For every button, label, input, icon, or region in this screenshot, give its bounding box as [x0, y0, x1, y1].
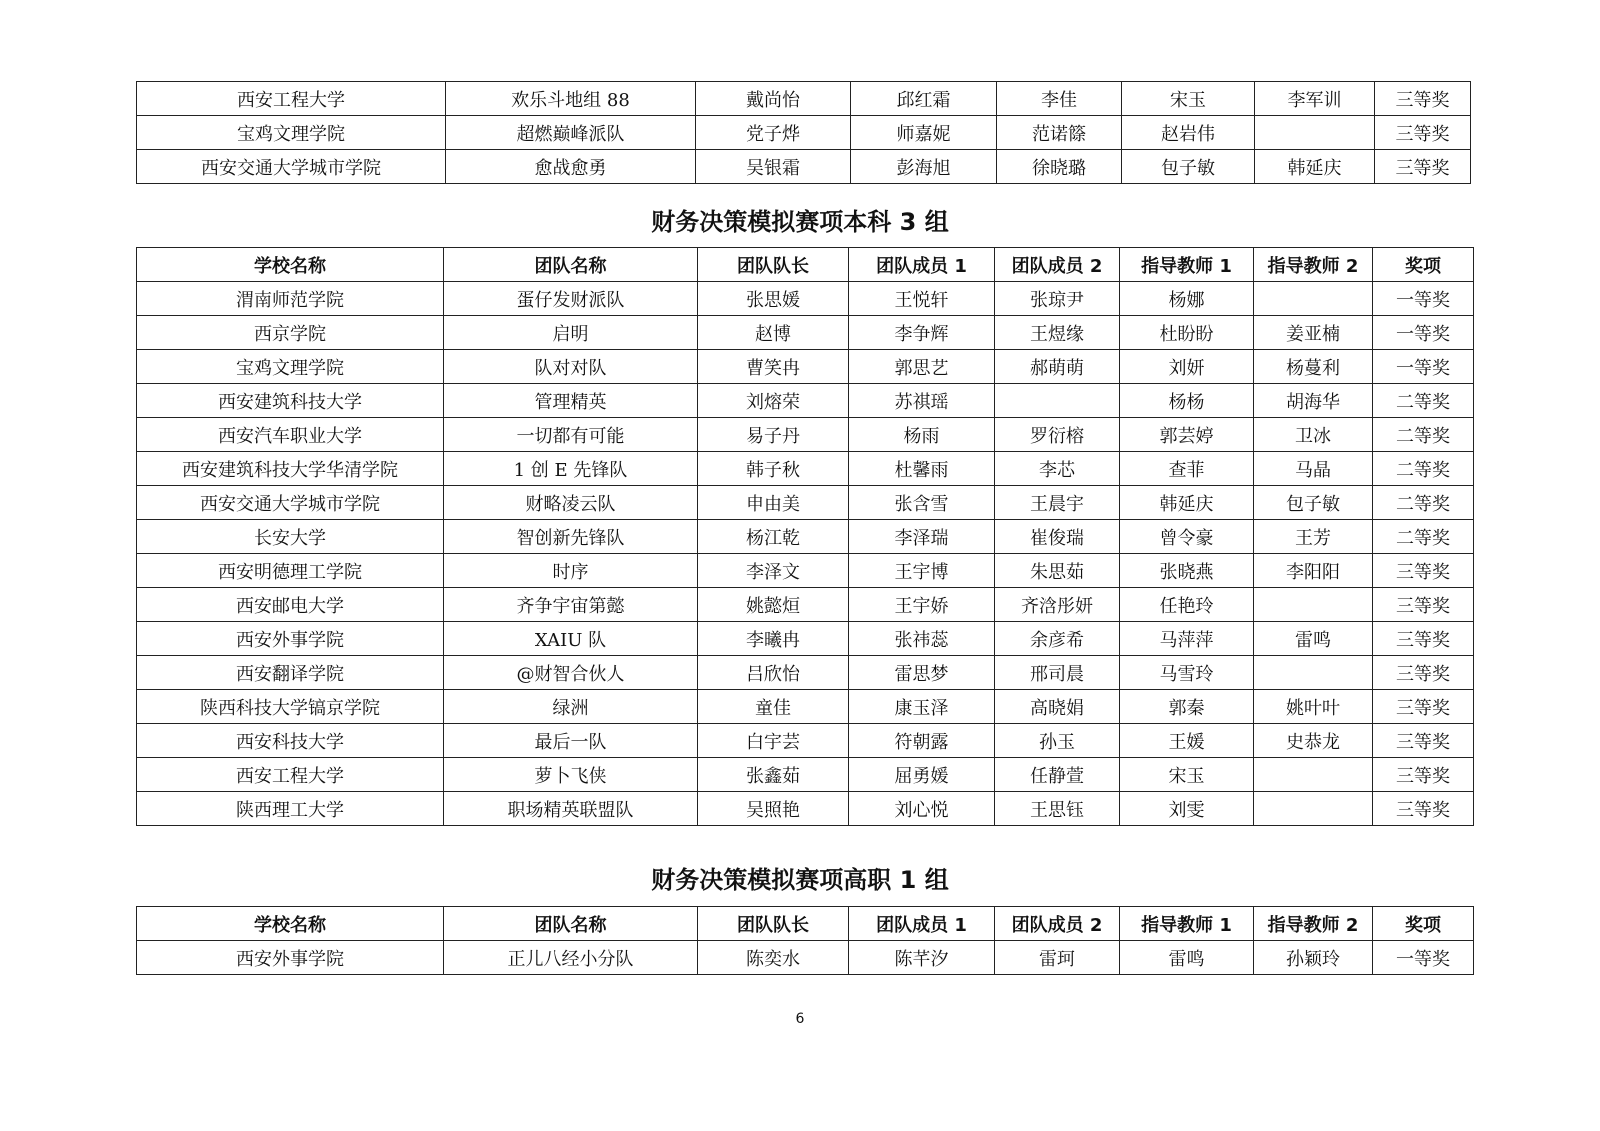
- cell-member-2: 罗衍榕: [995, 418, 1120, 452]
- table-row: [137, 622, 1474, 656]
- cell-award: 三等奖: [1373, 758, 1474, 792]
- cell-team: 绿洲: [444, 690, 698, 724]
- cell-school: 西安建筑科技大学华清学院: [137, 452, 444, 486]
- cell-captain: 姚懿烜: [698, 588, 849, 622]
- cell-captain: 童佳: [698, 690, 849, 724]
- cell-advisor-1: 张晓燕: [1120, 554, 1254, 588]
- cell-team: 智创新先锋队: [444, 520, 698, 554]
- cell-member-1: 符朝露: [849, 724, 995, 758]
- cell-member-2: 王思钰: [995, 792, 1120, 826]
- cell-advisor-2: 包子敏: [1254, 486, 1373, 520]
- cell-member-1: 李泽瑞: [849, 520, 995, 554]
- cell-captain: 曹笑冉: [698, 350, 849, 384]
- cell-captain: 吕欣怡: [698, 656, 849, 690]
- cell-member-1: 苏祺瑶: [849, 384, 995, 418]
- cell-advisor-1: 刘妍: [1120, 350, 1254, 384]
- cell-advisor-2: [1254, 758, 1373, 792]
- cell-member-1: 邱红霜: [851, 82, 997, 116]
- cell-advisor-1: 雷鸣: [1120, 941, 1254, 975]
- cell-school: 宝鸡文理学院: [137, 350, 444, 384]
- cell-captain: 赵博: [698, 316, 849, 350]
- cell-captain: 刘熔荣: [698, 384, 849, 418]
- cell-member-2: 张琼尹: [995, 282, 1120, 316]
- cell-team: 蛋仔发财派队: [444, 282, 698, 316]
- table-row: [137, 486, 1474, 520]
- cell-advisor-2: 姜亚楠: [1254, 316, 1373, 350]
- cell-member-1: 王宇博: [849, 554, 995, 588]
- cell-school: 西安汽车职业大学: [137, 418, 444, 452]
- cell-team: 齐争宇宙第懿: [444, 588, 698, 622]
- table-row: [137, 758, 1474, 792]
- cell-member-2: 王晨宇: [995, 486, 1120, 520]
- cell-advisor-2: [1254, 588, 1373, 622]
- cell-advisor-2: 王芳: [1254, 520, 1373, 554]
- table-row: [137, 116, 1471, 150]
- table-row: [137, 690, 1474, 724]
- cell-member-2: 朱思茹: [995, 554, 1120, 588]
- cell-advisor-2: 雷鸣: [1254, 622, 1373, 656]
- cell-advisor-1: 杨杨: [1120, 384, 1254, 418]
- results-table-continued: [136, 81, 1471, 184]
- cell-member-2: 王煜缘: [995, 316, 1120, 350]
- cell-captain: 吴银霜: [696, 150, 851, 184]
- results-table-vocational-1: [136, 906, 1474, 975]
- cell-captain: 张鑫茹: [698, 758, 849, 792]
- header-advisor-1: 指导教师 1: [1120, 907, 1254, 941]
- header-member-1: 团队成员 1: [849, 248, 995, 282]
- cell-advisor-2: 史恭龙: [1254, 724, 1373, 758]
- cell-advisor-2: 胡海华: [1254, 384, 1373, 418]
- cell-member-1: 康玉泽: [849, 690, 995, 724]
- cell-team: 财略凌云队: [444, 486, 698, 520]
- cell-advisor-2: [1255, 116, 1375, 150]
- cell-advisor-2: 韩延庆: [1255, 150, 1375, 184]
- header-advisor-2: 指导教师 2: [1254, 248, 1373, 282]
- header-member-1: 团队成员 1: [849, 907, 995, 941]
- cell-advisor-1: 杨娜: [1120, 282, 1254, 316]
- cell-school: 西安交通大学城市学院: [137, 486, 444, 520]
- cell-captain: 党子烨: [696, 116, 851, 150]
- cell-school: 西安外事学院: [137, 941, 444, 975]
- header-captain: 团队队长: [698, 907, 849, 941]
- table-row: [137, 82, 1471, 116]
- cell-captain: 吴照艳: [698, 792, 849, 826]
- section-title-undergrad-3: 财务决策模拟赛项本科 3 组: [651, 208, 949, 236]
- table-row: [137, 452, 1474, 486]
- table-row: [137, 520, 1474, 554]
- table-row: [137, 150, 1471, 184]
- cell-advisor-2: 马晶: [1254, 452, 1373, 486]
- cell-advisor-1: 马萍萍: [1120, 622, 1254, 656]
- cell-member-1: 陈芊汐: [849, 941, 995, 975]
- results-table-undergrad-3: [136, 247, 1474, 826]
- cell-member-1: 屈勇媛: [849, 758, 995, 792]
- cell-advisor-1: 王媛: [1120, 724, 1254, 758]
- cell-school: 宝鸡文理学院: [137, 116, 446, 150]
- cell-school: 西安科技大学: [137, 724, 444, 758]
- cell-award: 二等奖: [1373, 452, 1474, 486]
- cell-advisor-1: 郭芸婷: [1120, 418, 1254, 452]
- cell-team: 欢乐斗地组 88: [446, 82, 696, 116]
- cell-school: 渭南师范学院: [137, 282, 444, 316]
- cell-member-1: 王宇娇: [849, 588, 995, 622]
- header-captain: 团队队长: [698, 248, 849, 282]
- cell-member-2: [995, 384, 1120, 418]
- cell-award: 二等奖: [1373, 520, 1474, 554]
- table-row: [137, 792, 1474, 826]
- cell-captain: 李泽文: [698, 554, 849, 588]
- header-member-2: 团队成员 2: [995, 248, 1120, 282]
- cell-member-1: 李争辉: [849, 316, 995, 350]
- cell-member-2: 郝萌萌: [995, 350, 1120, 384]
- cell-award: 三等奖: [1373, 588, 1474, 622]
- cell-school: 西安邮电大学: [137, 588, 444, 622]
- cell-advisor-1: 韩延庆: [1120, 486, 1254, 520]
- cell-award: 一等奖: [1373, 282, 1474, 316]
- table-row: [137, 588, 1474, 622]
- cell-award: 一等奖: [1373, 350, 1474, 384]
- cell-member-2: 高晓娟: [995, 690, 1120, 724]
- page-number: 6: [795, 1011, 805, 1027]
- cell-school: 陕西科技大学镐京学院: [137, 690, 444, 724]
- cell-award: 二等奖: [1373, 486, 1474, 520]
- cell-award: 三等奖: [1373, 656, 1474, 690]
- cell-advisor-1: 刘雯: [1120, 792, 1254, 826]
- cell-advisor-1: 宋玉: [1122, 82, 1255, 116]
- cell-team: 1 创 E 先锋队: [444, 452, 698, 486]
- cell-school: 西安明德理工学院: [137, 554, 444, 588]
- table-row: [137, 554, 1474, 588]
- cell-member-1: 杨雨: [849, 418, 995, 452]
- header-team: 团队名称: [444, 248, 698, 282]
- cell-team: 萝卜飞侠: [444, 758, 698, 792]
- table-row: [137, 656, 1474, 690]
- cell-advisor-1: 杜盼盼: [1120, 316, 1254, 350]
- cell-captain: 张思媛: [698, 282, 849, 316]
- table-row: [137, 941, 1474, 975]
- cell-award: 二等奖: [1373, 418, 1474, 452]
- cell-member-2: 雷珂: [995, 941, 1120, 975]
- cell-award: 三等奖: [1375, 82, 1471, 116]
- cell-member-2: 孙玉: [995, 724, 1120, 758]
- cell-school: 西安外事学院: [137, 622, 444, 656]
- cell-team: @财智合伙人: [444, 656, 698, 690]
- cell-member-2: 任静萱: [995, 758, 1120, 792]
- cell-advisor-2: 李阳阳: [1254, 554, 1373, 588]
- cell-team: 愈战愈勇: [446, 150, 696, 184]
- cell-member-2: 齐浛彤妍: [995, 588, 1120, 622]
- table-row: [137, 724, 1474, 758]
- cell-member-1: 张含雪: [849, 486, 995, 520]
- cell-advisor-1: 赵岩伟: [1122, 116, 1255, 150]
- cell-award: 三等奖: [1375, 150, 1471, 184]
- header-school: 学校名称: [137, 248, 444, 282]
- cell-award: 三等奖: [1373, 622, 1474, 656]
- cell-advisor-1: 任艳玲: [1120, 588, 1254, 622]
- table-row: [137, 384, 1474, 418]
- cell-school: 西京学院: [137, 316, 444, 350]
- cell-advisor-2: [1254, 656, 1373, 690]
- header-advisor-1: 指导教师 1: [1120, 248, 1254, 282]
- cell-award: 二等奖: [1373, 384, 1474, 418]
- cell-member-1: 师嘉妮: [851, 116, 997, 150]
- cell-captain: 易子丹: [698, 418, 849, 452]
- cell-member-2: 李芯: [995, 452, 1120, 486]
- cell-advisor-1: 郭秦: [1120, 690, 1254, 724]
- table-row: [137, 350, 1474, 384]
- cell-captain: 李曦冉: [698, 622, 849, 656]
- cell-captain: 韩子秋: [698, 452, 849, 486]
- cell-advisor-2: [1254, 282, 1373, 316]
- cell-team: XAIU 队: [444, 622, 698, 656]
- cell-member-1: 郭思艺: [849, 350, 995, 384]
- cell-advisor-1: 查菲: [1120, 452, 1254, 486]
- cell-captain: 申由美: [698, 486, 849, 520]
- cell-award: 三等奖: [1373, 792, 1474, 826]
- cell-team: 管理精英: [444, 384, 698, 418]
- cell-team: 正儿八经小分队: [444, 941, 698, 975]
- cell-award: 一等奖: [1373, 941, 1474, 975]
- table-row: [137, 418, 1474, 452]
- cell-captain: 陈奕水: [698, 941, 849, 975]
- table-row: [137, 282, 1474, 316]
- cell-member-2: 范诺篨: [997, 116, 1122, 150]
- cell-member-1: 刘心悦: [849, 792, 995, 826]
- cell-captain: 戴尚怡: [696, 82, 851, 116]
- cell-team: 一切都有可能: [444, 418, 698, 452]
- cell-captain: 白宇芸: [698, 724, 849, 758]
- cell-advisor-2: 姚叶叶: [1254, 690, 1373, 724]
- cell-school: 西安工程大学: [137, 758, 444, 792]
- cell-award: 三等奖: [1375, 116, 1471, 150]
- cell-member-2: 余彦希: [995, 622, 1120, 656]
- cell-team: 时序: [444, 554, 698, 588]
- cell-member-1: 杜馨雨: [849, 452, 995, 486]
- cell-advisor-1: 曾令豪: [1120, 520, 1254, 554]
- header-advisor-2: 指导教师 2: [1254, 907, 1373, 941]
- cell-team: 最后一队: [444, 724, 698, 758]
- cell-award: 一等奖: [1373, 316, 1474, 350]
- cell-captain: 杨江乾: [698, 520, 849, 554]
- cell-team: 队对对队: [444, 350, 698, 384]
- cell-member-2: 李佳: [997, 82, 1122, 116]
- table-row: [137, 316, 1474, 350]
- cell-team: 超燃巅峰派队: [446, 116, 696, 150]
- cell-advisor-1: 马雪玲: [1120, 656, 1254, 690]
- header-award: 奖项: [1373, 907, 1474, 941]
- cell-school: 西安交通大学城市学院: [137, 150, 446, 184]
- cell-school: 长安大学: [137, 520, 444, 554]
- cell-advisor-2: 杨蔓利: [1254, 350, 1373, 384]
- cell-advisor-1: 包子敏: [1122, 150, 1255, 184]
- cell-member-1: 张祎蕊: [849, 622, 995, 656]
- cell-member-2: 邢司晨: [995, 656, 1120, 690]
- cell-member-2: 崔俊瑞: [995, 520, 1120, 554]
- header-school: 学校名称: [137, 907, 444, 941]
- cell-school: 陕西理工大学: [137, 792, 444, 826]
- cell-award: 三等奖: [1373, 554, 1474, 588]
- header-team: 团队名称: [444, 907, 698, 941]
- cell-award: 三等奖: [1373, 690, 1474, 724]
- cell-advisor-2: 卫冰: [1254, 418, 1373, 452]
- cell-member-1: 彭海旭: [851, 150, 997, 184]
- header-member-2: 团队成员 2: [995, 907, 1120, 941]
- cell-member-1: 雷思梦: [849, 656, 995, 690]
- cell-school: 西安工程大学: [137, 82, 446, 116]
- cell-advisor-2: [1254, 792, 1373, 826]
- cell-advisor-2: 李军训: [1255, 82, 1375, 116]
- cell-member-2: 徐晓璐: [997, 150, 1122, 184]
- cell-team: 职场精英联盟队: [444, 792, 698, 826]
- cell-advisor-2: 孙颖玲: [1254, 941, 1373, 975]
- cell-school: 西安翻译学院: [137, 656, 444, 690]
- header-award: 奖项: [1373, 248, 1474, 282]
- cell-award: 三等奖: [1373, 724, 1474, 758]
- cell-member-1: 王悦轩: [849, 282, 995, 316]
- cell-team: 启明: [444, 316, 698, 350]
- section-title-vocational-1: 财务决策模拟赛项高职 1 组: [651, 866, 949, 894]
- cell-school: 西安建筑科技大学: [137, 384, 444, 418]
- cell-advisor-1: 宋玉: [1120, 758, 1254, 792]
